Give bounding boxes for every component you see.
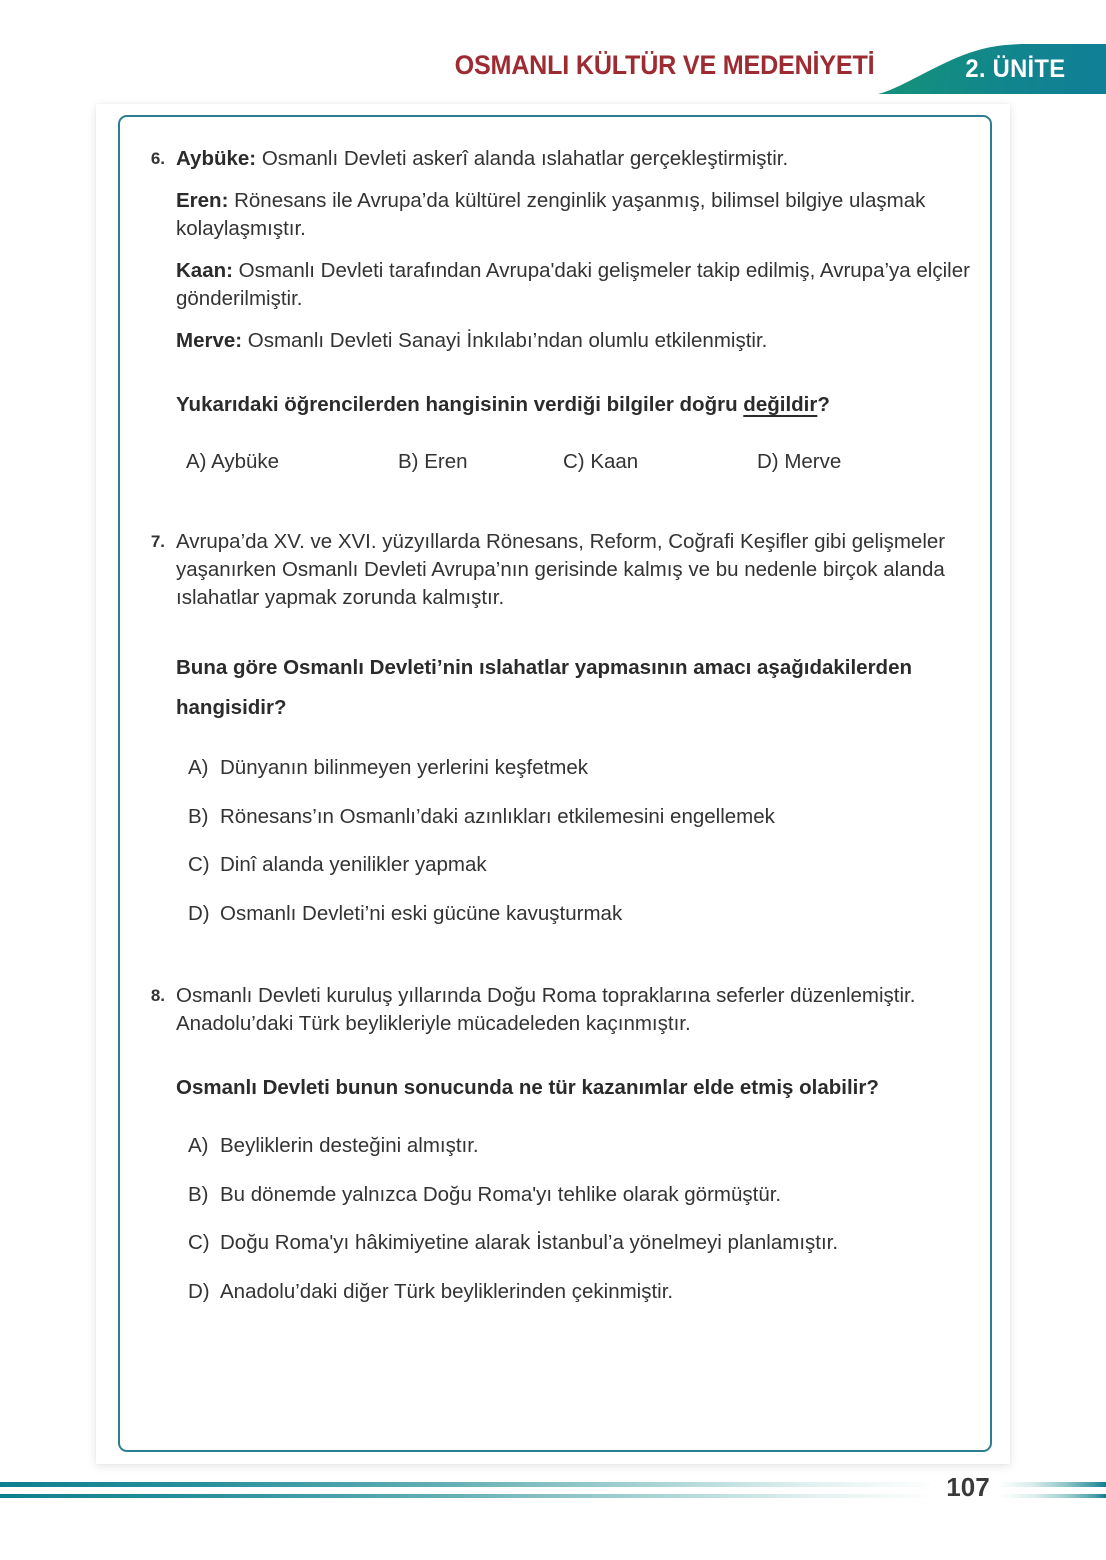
speaker-name-kaan: Kaan: bbox=[176, 259, 233, 283]
question-6-number: 6. bbox=[150, 149, 165, 168]
option-d[interactable] bbox=[188, 1278, 970, 1306]
question-7-body bbox=[176, 528, 972, 928]
spacer bbox=[176, 728, 970, 754]
option-b-letter: B) bbox=[188, 1182, 209, 1206]
question-8-body bbox=[176, 982, 972, 1306]
page-footer bbox=[0, 1464, 1106, 1560]
question-8-number: 8. bbox=[150, 985, 165, 1005]
footer-rule-top bbox=[0, 1482, 932, 1487]
question-6 bbox=[138, 145, 972, 474]
option-a[interactable] bbox=[188, 1132, 970, 1160]
dialogue-line-eren bbox=[176, 187, 970, 243]
option-c[interactable] bbox=[188, 1229, 970, 1257]
option-b[interactable]: B) Eren bbox=[398, 449, 468, 473]
option-c-letter: C) bbox=[188, 1231, 210, 1255]
speaker-text-eren: Rönesans ile Avrupa’da kültürel zenginlik yaşanmış, bilimsel bilgiye ulaşmak kolaylaşmıştır. bbox=[176, 189, 926, 241]
option-a[interactable] bbox=[188, 754, 970, 782]
question-8-options bbox=[176, 1132, 970, 1306]
option-b[interactable] bbox=[188, 1181, 970, 1209]
option-a-letter: A) bbox=[188, 755, 209, 779]
dialogue-line-kaan bbox=[176, 257, 970, 313]
question-7-passage: Avrupa’da XV. ve XVI. yüzyıllarda Rönesans, Reform, Coğrafi Keşifler gibi gelişmeler yaşanırken Osmanlı Devleti Avrupa’nın gerisinde kalmış ve bu nedenle birçok alanda ıslahatlar yapmak zorunda kalmıştır. bbox=[176, 529, 946, 609]
question-6-options bbox=[176, 450, 970, 474]
option-a-text: Dünyanın bilinmeyen yerlerini keşfetmek bbox=[220, 755, 589, 779]
speaker-text-merve: Osmanlı Devleti Sanayi İnkılabı’ndan olumlu etkilenmiştir. bbox=[242, 329, 768, 353]
footer-rule-bottom bbox=[0, 1494, 932, 1498]
option-a-letter: A) bbox=[188, 1134, 209, 1158]
question-6-stem bbox=[176, 391, 970, 419]
question-8-passage: Osmanlı Devleti kuruluş yıllarında Doğu Roma topraklarına seferler düzenlemiştir. Anadolu’daki Türk beylikleriyle mücadeleden kaçınmıştır. bbox=[176, 983, 916, 1035]
option-b-letter: B) bbox=[188, 804, 209, 828]
option-d-letter: D) bbox=[188, 901, 210, 925]
option-d-text: Osmanlı Devleti’ni eski gücüne kavuşturmak bbox=[220, 901, 623, 925]
speaker-name-eren: Eren: bbox=[176, 189, 229, 213]
spacer bbox=[138, 474, 972, 528]
option-d[interactable] bbox=[188, 900, 970, 928]
question-6-stem-prefix: Yukarıdaki öğrencilerden hangisinin verdiği bilgiler doğru bbox=[176, 393, 744, 417]
footer-rule-right-bottom bbox=[1000, 1494, 1106, 1498]
question-7-number: 7. bbox=[150, 531, 165, 551]
spacer bbox=[176, 369, 970, 391]
option-a[interactable]: A) Aybüke bbox=[186, 449, 280, 473]
question-7-options bbox=[176, 754, 970, 928]
question-6-stem-suffix: ? bbox=[817, 393, 830, 417]
option-c[interactable]: C) Kaan bbox=[563, 449, 639, 473]
option-c-letter: C) bbox=[188, 853, 210, 877]
question-list bbox=[120, 117, 994, 1306]
spacer bbox=[176, 626, 970, 648]
option-c[interactable] bbox=[188, 851, 970, 879]
question-8 bbox=[138, 982, 972, 1306]
speaker-text-aybuke: Osmanlı Devleti askerî alanda ıslahatlar gerçekleştirmiştir. bbox=[256, 147, 789, 170]
option-c-text: Doğu Roma'yı hâkimiyetine alarak İstanbul’a yönelmeyi planlamıştır. bbox=[220, 1231, 839, 1255]
dialogue-line-aybuke bbox=[176, 145, 970, 173]
spacer bbox=[176, 1102, 970, 1132]
page-title: OSMANLI KÜLTÜR VE MEDENİYETİ bbox=[454, 50, 874, 80]
question-7-stem: Buna göre Osmanlı Devleti’nin ıslahatlar yapmasının amacı aşağıdakilerden hangisidir? bbox=[176, 655, 912, 719]
option-b-text: Bu dönemde yalnızca Doğu Roma'yı tehlike olarak görmüştür. bbox=[220, 1182, 782, 1206]
spacer bbox=[176, 1052, 970, 1074]
spacer bbox=[176, 420, 970, 450]
option-b[interactable] bbox=[188, 803, 970, 831]
dialogue-line-merve bbox=[176, 327, 970, 355]
page-number: 107 bbox=[946, 1472, 990, 1502]
speaker-text-kaan: Osmanlı Devleti tarafından Avrupa'daki gelişmeler takip edilmiş, Avrupa’ya elçiler gönderilmiştir. bbox=[176, 259, 970, 311]
footer-rule-right-top bbox=[1000, 1482, 1106, 1487]
speaker-name-aybuke: Aybüke: bbox=[176, 147, 257, 170]
question-7 bbox=[138, 528, 972, 928]
question-7-head bbox=[138, 528, 972, 928]
option-b-text: Rönesans’ın Osmanlı’daki azınlıkları etkilemesini engellemek bbox=[220, 804, 775, 828]
option-d[interactable]: D) Merve bbox=[757, 449, 842, 473]
question-container bbox=[118, 115, 992, 1452]
option-d-text: Anadolu’daki diğer Türk beyliklerinden çekinmiştir. bbox=[220, 1280, 674, 1304]
option-d-letter: D) bbox=[188, 1280, 210, 1304]
question-8-head bbox=[138, 982, 972, 1306]
question-6-stem-emphasis: değildir bbox=[743, 393, 818, 417]
speaker-name-merve: Merve: bbox=[176, 329, 243, 353]
question-8-stem: Osmanlı Devleti bunun sonucunda ne tür kazanımlar elde etmiş olabilir? bbox=[176, 1075, 879, 1099]
question-6-body bbox=[176, 145, 972, 474]
page-header bbox=[0, 44, 1106, 96]
option-a-text: Beyliklerin desteğini almıştır. bbox=[220, 1134, 479, 1158]
unit-label: 2. ÜNİTE bbox=[965, 54, 1066, 83]
spacer bbox=[138, 928, 972, 982]
question-6-head bbox=[138, 145, 972, 474]
option-c-text: Dinî alanda yenilikler yapmak bbox=[220, 853, 487, 877]
